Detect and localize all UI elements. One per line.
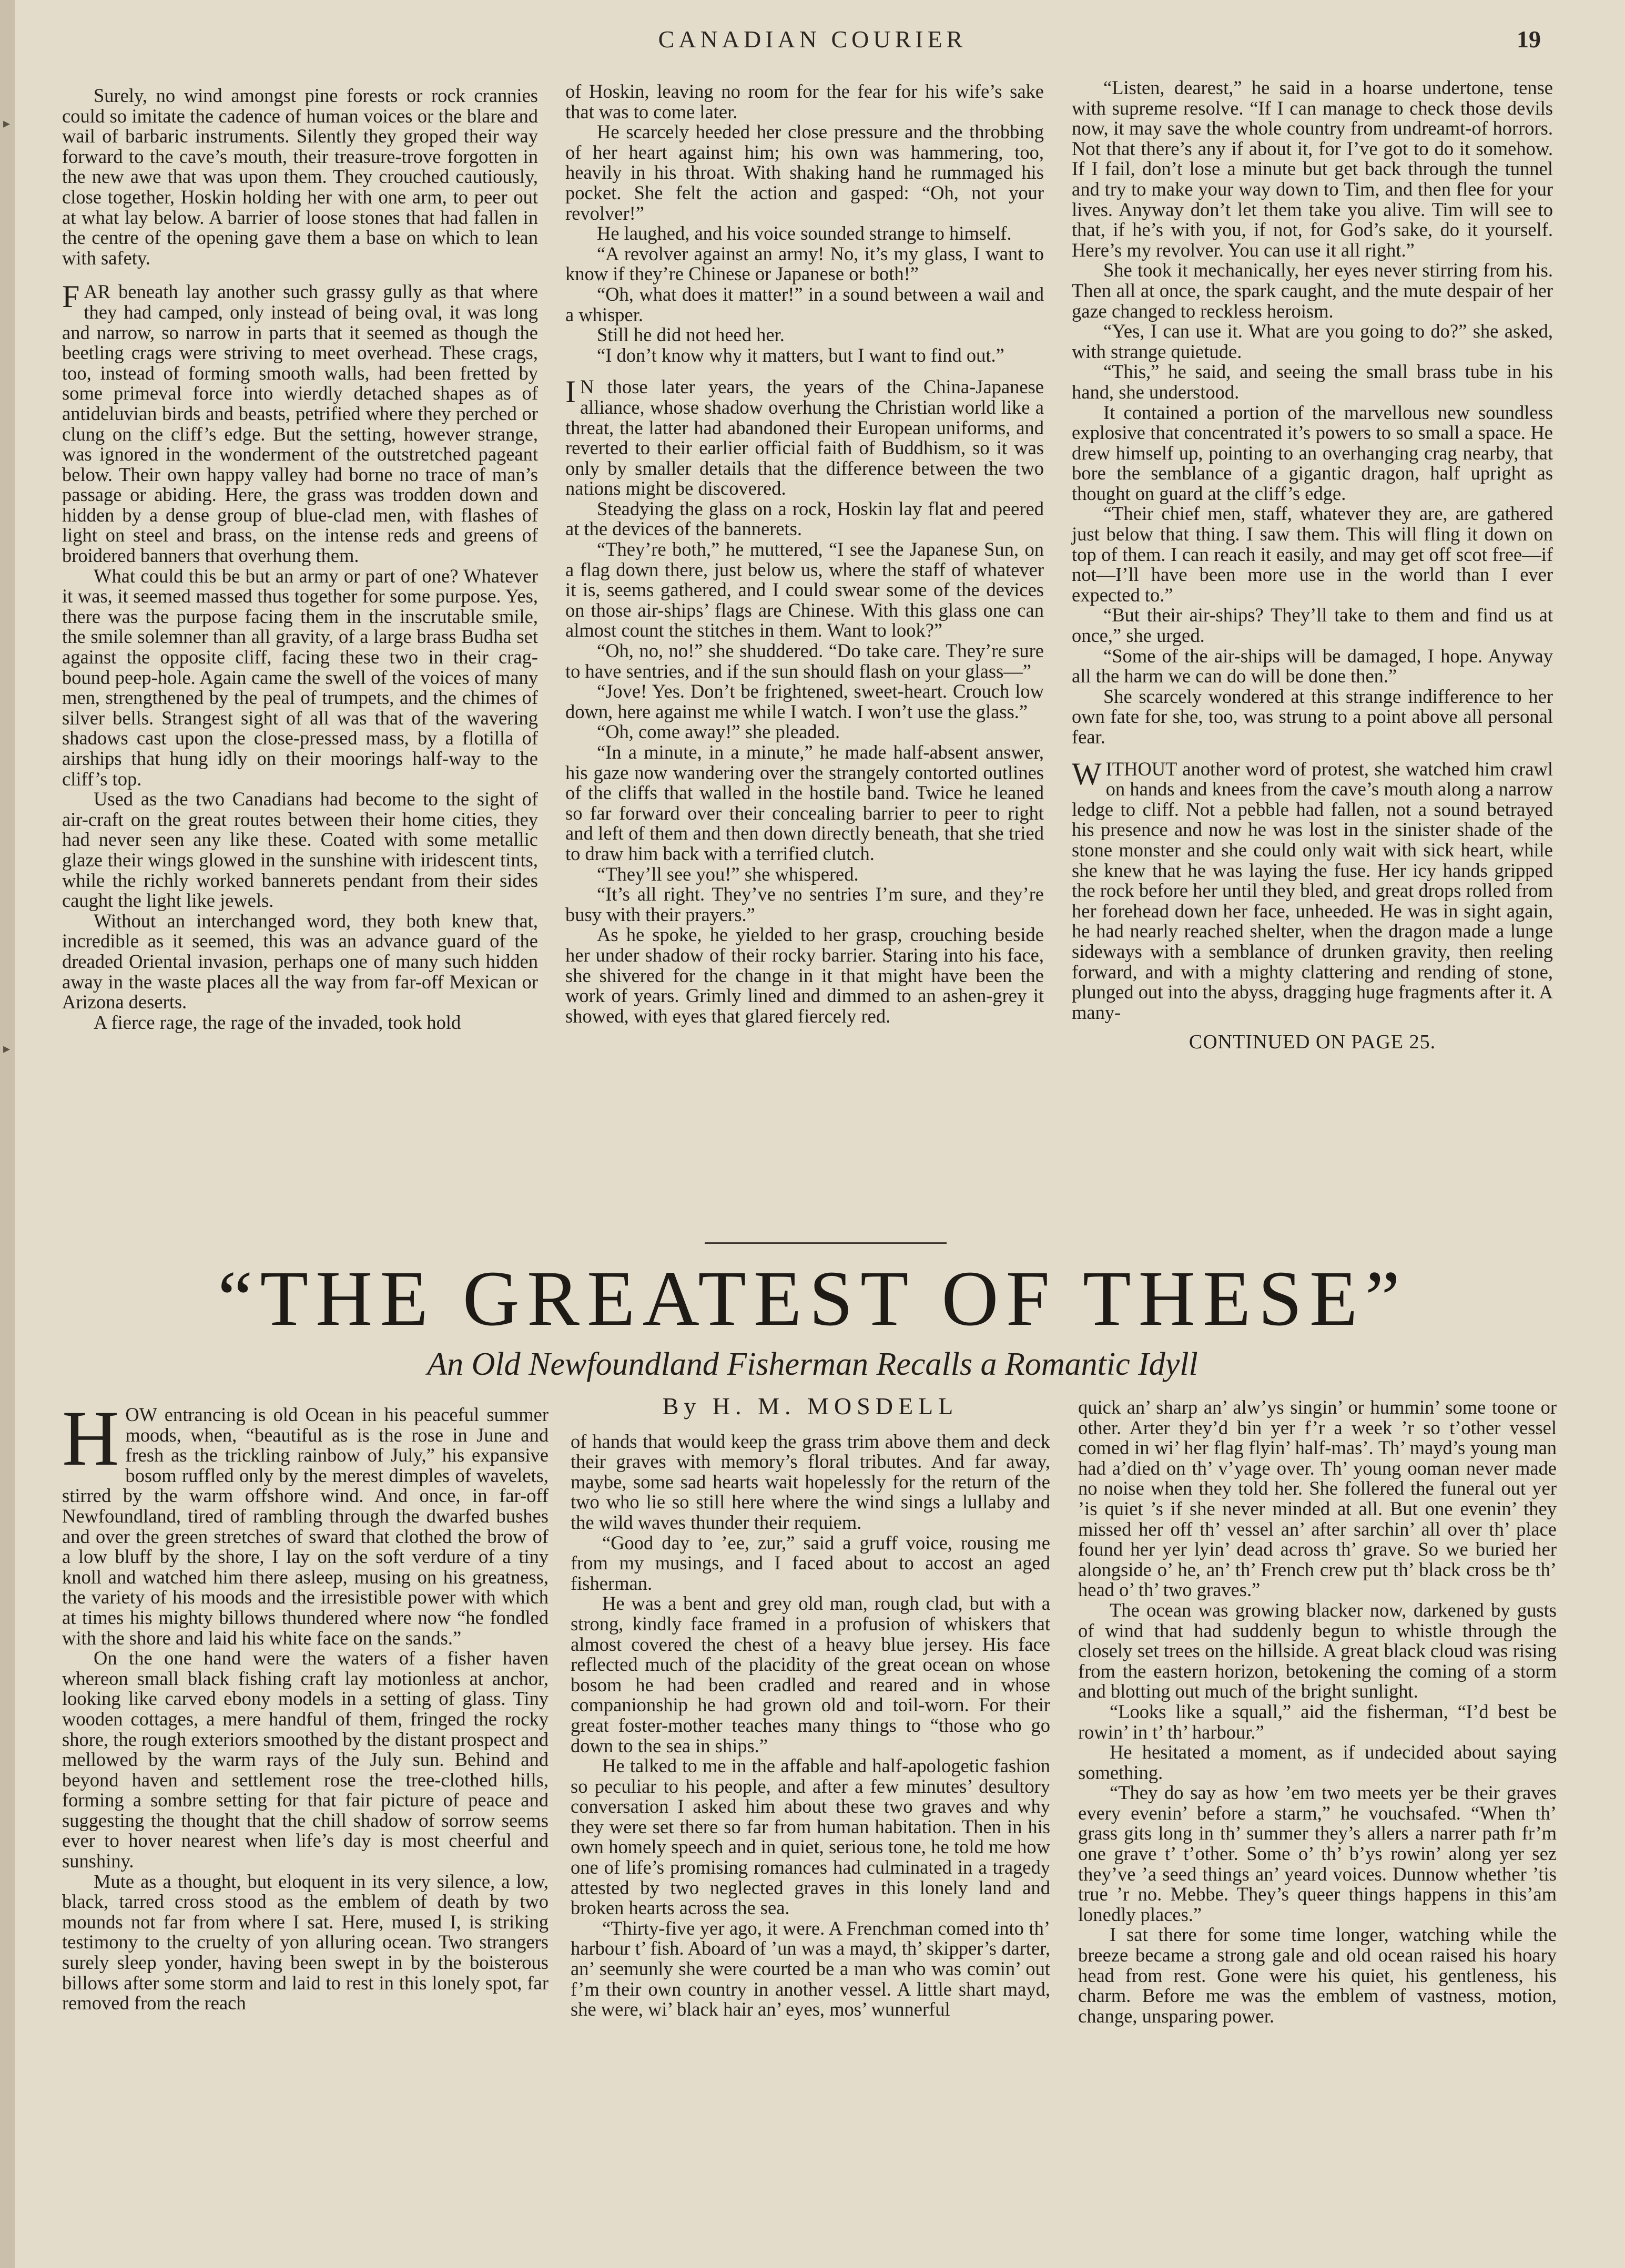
story2-column-2 <box>571 1393 1050 2020</box>
paragraph: He scarcely heeded her close pressure and the throbbing of her heart against him; his own was hammering, too, heavily in his throat. With shaking hand he rummaged his pocket. She felt the action and gasped: “Oh, not your revolver!” <box>565 121 1044 224</box>
paragraph: “A revolver against an army! No, it’s my glass, I want to know if they’re Chinese or Japanese or both!” <box>565 242 1044 285</box>
drop-cap: W <box>1072 756 1102 791</box>
paragraph: What could this be but an army or part of one? Whatever it was, it seemed massed thus together for some purpose. Yes, there was the purpose facing them in the inscrutable smile, the smile solemner than all gravity, of a large brass Budha set against the opposite cliff, facing these two in their crag-bound peep-hole. Again came the swell of the voices of many men, strengthened by the peal of trumpets, and the chimes of silver bells. Strangest sight of all was that of the wavering shadows cast upon the close-pressed mass, by a flotilla of airships that hung idly on their moorings half-way to the cliff’s top. <box>62 565 538 790</box>
paragraph: “Jove! Yes. Don’t be frightened, sweet-heart. Crouch low down, here against me while I watch. I won’t use the glass.” <box>565 680 1044 722</box>
paragraph-dropcap <box>565 374 1044 499</box>
continued-notice: CONTINUED ON PAGE 25. <box>1189 1031 1436 1054</box>
paragraph: “But their air-ships? They’ll take to them and find us at once,” she urged. <box>1072 604 1553 647</box>
article-headline: “THE GREATEST OF THESE” <box>217 1255 1408 1342</box>
paragraph-dropcap <box>62 279 538 567</box>
paragraph: of hands that would keep the grass trim above them and deck their graves with memory’s floral tributes. And far away, maybe, some sad hearts wait hopelessly for the return of the two who lie so still here where the wind sings a lullaby and the wild waves thunder their requiem. <box>571 1430 1050 1533</box>
drop-cap: I <box>565 374 576 410</box>
paragraph: Surely, no wind amongst pine forests or rock crannies could so imitate the cadence of human voices or the blare and wail of barbaric instruments. Silently they groped their way forward to the cave’s mouth, their treasure-trove forgotten in the new awe that was upon them. They crouched cautiously, close together, Hoskin holding her with one arm, to peer out at what lay below. A barrier of loose stones that had fallen in the centre of the opening gave them a base on which to lean with safety. <box>62 85 538 269</box>
paragraph: “I don’t know why it matters, but I want to find out.” <box>597 344 1004 366</box>
paragraph: He talked to me in the affable and half-apologetic fashion so peculiar to his people, and after a few minutes’ desultory conversation I asked him about these two graves and why they were set there so far from human habitation. Then in his own homely speech and in quiet, serious tone, he told me how one of life’s promising romances had culminated in a tragedy attested by two neglected graves in this lonely land and broken hearts across the sea. <box>571 1755 1050 1919</box>
paragraph: quick an’ sharp an’ alw’ys singin’ or hummin’ some toone or other. Arter they’d bin yer f’r a week ’r so t’other vessel comed in wi’ her flag flyin’ half-mas’. Th’ mayd’s young man had a’died on th’ v’yage over. Th’ young ooman never made no noise when they told her. She follered the funeral out yer ’is quiet ’s if she never minded at all. But one evenin’ they missed her off th’ vessel an’ after sarchin’ all over th’ place found her yer lyin’ dead across th’ grave. So we buried her alongside o’ he, an’ th’ French crew put th’ black cross be th’ head o’ th’ two graves.” <box>1078 1396 1557 1601</box>
paragraph: of Hoskin, leaving no room for the fear for his wife’s sake that was to come later. <box>565 80 1044 122</box>
paragraph: “Their chief men, staff, whatever they are, are gathered just below that thing. I saw them. This will fling it down on top of them. I can reach it easily, and may get off scot free—if not—I’ll have been more use in the world than I ever expected to.” <box>1072 503 1553 606</box>
paragraph: He laughed, and his voice sounded strange to himself. <box>597 222 1012 244</box>
paragraph: “Looks like a squall,” aid the fisherman, “I’d best be rowin’ in t’ th’ harbour.” <box>1078 1700 1557 1743</box>
paragraph: “Oh, come away!” she pleaded. <box>597 721 840 743</box>
paragraph: Still he did not heed her. <box>597 324 785 346</box>
story1-column-1 <box>62 86 538 1033</box>
drop-cap: F <box>62 279 80 314</box>
paragraph: “They’ll see you!” she whispered. <box>597 863 859 885</box>
article-subhead: An Old Newfoundland Fisherman Recalls a Romantic Idyll <box>427 1346 1198 1382</box>
byline: By H. M. MOSDELL <box>662 1393 959 1419</box>
running-head: CANADIAN COURIER <box>658 26 967 53</box>
paragraph-text: N those later years, the years of the China-Japanese alliance, whose shadow overhung the Christian world like a threat, the latter had abandoned their European uniforms, and reverted to their earlier official faith of Buddhism, so it was only by smaller details that the difference between the two nations might be discovered. <box>565 376 1044 499</box>
paragraph: “This,” he said, and seeing the small brass tube in his hand, she understood. <box>1072 361 1553 403</box>
paragraph: She scarcely wondered at this strange indifference to her own fate for she, too, was strung to a point above all personal fear. <box>1072 685 1553 748</box>
paragraph: “Good day to ’ee, zur,” said a gruff voice, rousing me from my musings, and I faced about to accost an aged fisherman. <box>571 1531 1050 1594</box>
paragraph: “They do say as how ’em two meets yer be their graves every evenin’ before a starm,” he vouchsafed. “When th’ grass gits long in th’ summer they’s allers a narrer path fr’m one grave t’ t’other. Some o’ th’ b’ys rowin’ along yer sez they’ve ’a seed things an’ yeard voices. Dunnow whether ’tis true ’r no. Mebbe. They’s queer things happens in this’am lonedly places.” <box>1078 1782 1557 1925</box>
paragraph: As he spoke, he yielded to her grasp, crouching beside her under shadow of their rocky barrier. Staring into his face, she shivered for the change in it that might have been the work of years. Grimly lined and dimmed to an ashen-grey it showed, with eyes that glared fiercely red. <box>565 924 1044 1027</box>
paragraph: “Some of the air-ships will be damaged, I hope. Anyway all the harm we can do will be done then.” <box>1072 645 1553 687</box>
section-divider <box>705 1242 947 1244</box>
paragraph: “In a minute, in a minute,” he made half-absent answer, his gaze now wandering over the strangely contorted outlines of the cliffs that walled in the hostile band. Twice he leaned so far forward over their concealing barrier to peer to right and left of them and then down directly beneath, that she tried to draw him back with a terrified clutch. <box>565 741 1044 864</box>
paragraph: “They’re both,” he muttered, “I see the Japanese Sun, on a flag down there, just below us, where the staff of whatever it is, seems gathered, and I could swear some of the devices on those air-ships’ flags are Chinese. With this glass one can almost count the stitches in them. Want to look?” <box>565 538 1044 641</box>
paragraph: Steadying the glass on a rock, Hoskin lay flat and peered at the devices of the bannerets. <box>565 497 1044 540</box>
paragraph: Used as the two Canadians had become to the sight of air-craft on the great routes between their home cities, they had never seen any like these. Coated with some metallic glaze their wings glowed in the sunshine with iridescent tints, while the richly worked bannerets pendant from their sides caught the light like jewels. <box>62 788 538 912</box>
paragraph-dropcap <box>62 1395 549 1649</box>
story2-column-3 <box>1078 1397 1557 2026</box>
paragraph: “Yes, I can use it. What are you going to do?” she asked, with strange quietude. <box>1072 320 1553 362</box>
paragraph: He hesitated a moment, as if undecided about saying something. <box>1078 1741 1557 1783</box>
paragraph-text: ITHOUT another word of protest, she watched him crawl on hands and knees from the cave’s mouth along a narrow ledge to cliff. Not a pebble had fallen, not a sound betrayed his presence and now he was lost in the sinister shade of the stone monster and she could only wait with sick heart, while she knew that he was laying the fuse. Her icy hands gripped the rock before her until they bled, and great drops rolled from her forehead down her face, unheeded. He was in sight again, he had nearly reached shelter, when the dragon made a lunge sideways with a semblance of drunken gravity, then reeling forward, and with a mighty clattering and rending of stone, plunged out into the abyss, dragging huge fragments after it. A many- <box>1072 758 1553 1023</box>
paragraph: A fierce rage, the rage of the invaded, took hold <box>94 1011 461 1033</box>
paragraph: “Thirty-five yer ago, it were. A Frenchman comed into th’ harbour t’ fish. Aboard of ’un was a mayd, th’ skipper’s darter, an’ seemunly she were courted be a man who was comin’ out f’m their own country in another vessel. A little shart mayd, she were, wi’ black hair an’ eyes, mos’ wunnerful <box>571 1917 1050 2020</box>
margin-mark: ▸ <box>3 1041 11 1056</box>
paragraph-dropcap <box>1072 756 1553 1023</box>
drop-cap: H <box>62 1395 119 1482</box>
paragraph: “Oh, no, no!” she shuddered. “Do take care. They’re sure to have sentries, and if the sun should flash on your glass—” <box>565 640 1044 682</box>
paragraph-text: OW entrancing is old Ocean in his peaceful summer moods, when, “beautiful as is the rose in June and fresh as the trickling rainbow of July,” his expansive bosom ruffled only by the merest dimples of wavelets, stirred by the warm offshore wind. And once, in far-off Newfoundland, tired of rambling through the dwarfed bushes and over the green stretches of sward that clothed the brow of a low bluff by the shore, I lay on the soft verdure of a tiny knoll and watched him there asleep, musing on his greatness, the variety of his moods and the irresistible power with which at times his mighty billows thundered where now “he fondled with the shore and laid his white face on the sands.” <box>62 1404 549 1649</box>
margin-mark: ▸ <box>3 116 11 131</box>
page-binding-shadow <box>0 0 15 2268</box>
paragraph: “Listen, dearest,” he said in a hoarse undertone, tense with supreme resolve. “If I can manage to check those devils now, it may save the whole country from undreamt-of horrors. Not that there’s any if about it, for I’ve got to do it somehow. If I fail, don’t lose a minute but get back through the tunnel and try to make your way down to Tim, and then flee for your lives. Anyway don’t let them take you alive. Tim will see to that, if he’s with you, if not, for God’s sake, do it yourself. Here’s my revolver. You can use it all right.” <box>1072 77 1553 261</box>
paragraph: Mute as a thought, but eloquent in its very silence, a low, black, tarred cross stood as the emblem of death by two mounds not far from where I sat. Here, mused I, is striking testimony to the cruelty of yon alluring ocean. Two strangers surely sleep yonder, having been swept in by the boisterous billows after some storm and laid to rest in this lonely spot, far removed from the reach <box>62 1870 549 2014</box>
paragraph: It contained a portion of the marvellous new soundless explosive that concentrated it’s powers to so small a space. He drew himself up, pointing to an overhanging crag nearby, that bore the semblance of a gigantic dragon, half upright as thought on guard at the cliff’s edge. <box>1072 401 1553 504</box>
paragraph: “It’s all right. They’ve no sentries I’m sure, and they’re busy with their prayers.” <box>565 883 1044 925</box>
page-number: 19 <box>1517 26 1541 53</box>
paragraph: “Oh, what does it matter!” in a sound between a wail and a whisper. <box>565 283 1044 325</box>
paragraph-text: AR beneath lay another such grassy gully as that where they had camped, only instead of being oval, it was long and narrow, so narrow in parts that it seemed as though the beetling crags were striving to meet overhead. These crags, too, instead of forming smooth walls, had been fretted by some primeval force into wierdly detached shapes as of antideluvian birds and beasts, petrified where they perched or clung on the cliff’s edge. But the setting, however strange, was ignored in the wonderment of the outstretched pageant below. Their own happy valley had borne no trace of man’s passage or abiding. Here, the grass was trodden down and hidden by a dense group of blue-clad men, with flashes of light on steel and brass, on the intense reds and greens of broidered banners that overhung them. <box>62 281 538 567</box>
story1-column-2 <box>565 81 1044 1026</box>
story2-column-1 <box>62 1395 549 2014</box>
paragraph: On the one hand were the waters of a fisher haven whereon small black fishing craft lay motionless at anchor, looking like carved ebony models in a setting of glass. Tiny wooden cottages, a mere handful of them, fringed the rocky shore, the rough exteriors smoothed by the distant prospect and mellowed by the warm rays of the July sun. Behind and beyond haven and settlement rose the tree-clothed hills, forming a sombre setting for that fair picture of peace and suggesting the thought that the chill shadow of sorrow seems ever to hover nearest when life’s day is most cheerful and sunshiny. <box>62 1647 549 1872</box>
paragraph: I sat there for some time longer, watching while the breeze became a strong gale and old ocean raised his hoary head from rest. Gone were his quiet, his gentleness, his charm. Before me was the emblem of vastness, motion, change, unsparing power. <box>1078 1924 1557 2027</box>
paragraph: The ocean was growing blacker now, darkened by gusts of wind that had suddenly begun to whistle through the closely set trees on the hillside. A great black cloud was rising from the eastern horizon, betokening the coming of a storm and blotting out much of the bright sunlight. <box>1078 1599 1557 1702</box>
story1-column-3 <box>1072 78 1553 1053</box>
paragraph: He was a bent and grey old man, rough clad, but with a strong, kindly face framed in a profusion of whiskers that almost covered the chest of a heavy blue jersey. His face reflected much of the placidity of the great ocean on whose bosom he had been cradled and reared and in whose companionship he had grown old and toil-worn. For their great foster-mother teaches many things to “those who go down to the sea in ships.” <box>571 1592 1050 1756</box>
paragraph: Without an interchanged word, they both knew that, incredible as it seemed, this was an advance guard of the dreaded Oriental invasion, perhaps one of many such hidden away in the waste places all the way from far-off Mexican or Arizona deserts. <box>62 910 538 1013</box>
paragraph: She took it mechanically, her eyes never stirring from his. Then all at once, the spark caught, and the mute despair of her gaze changed to reckless heroism. <box>1072 259 1553 322</box>
